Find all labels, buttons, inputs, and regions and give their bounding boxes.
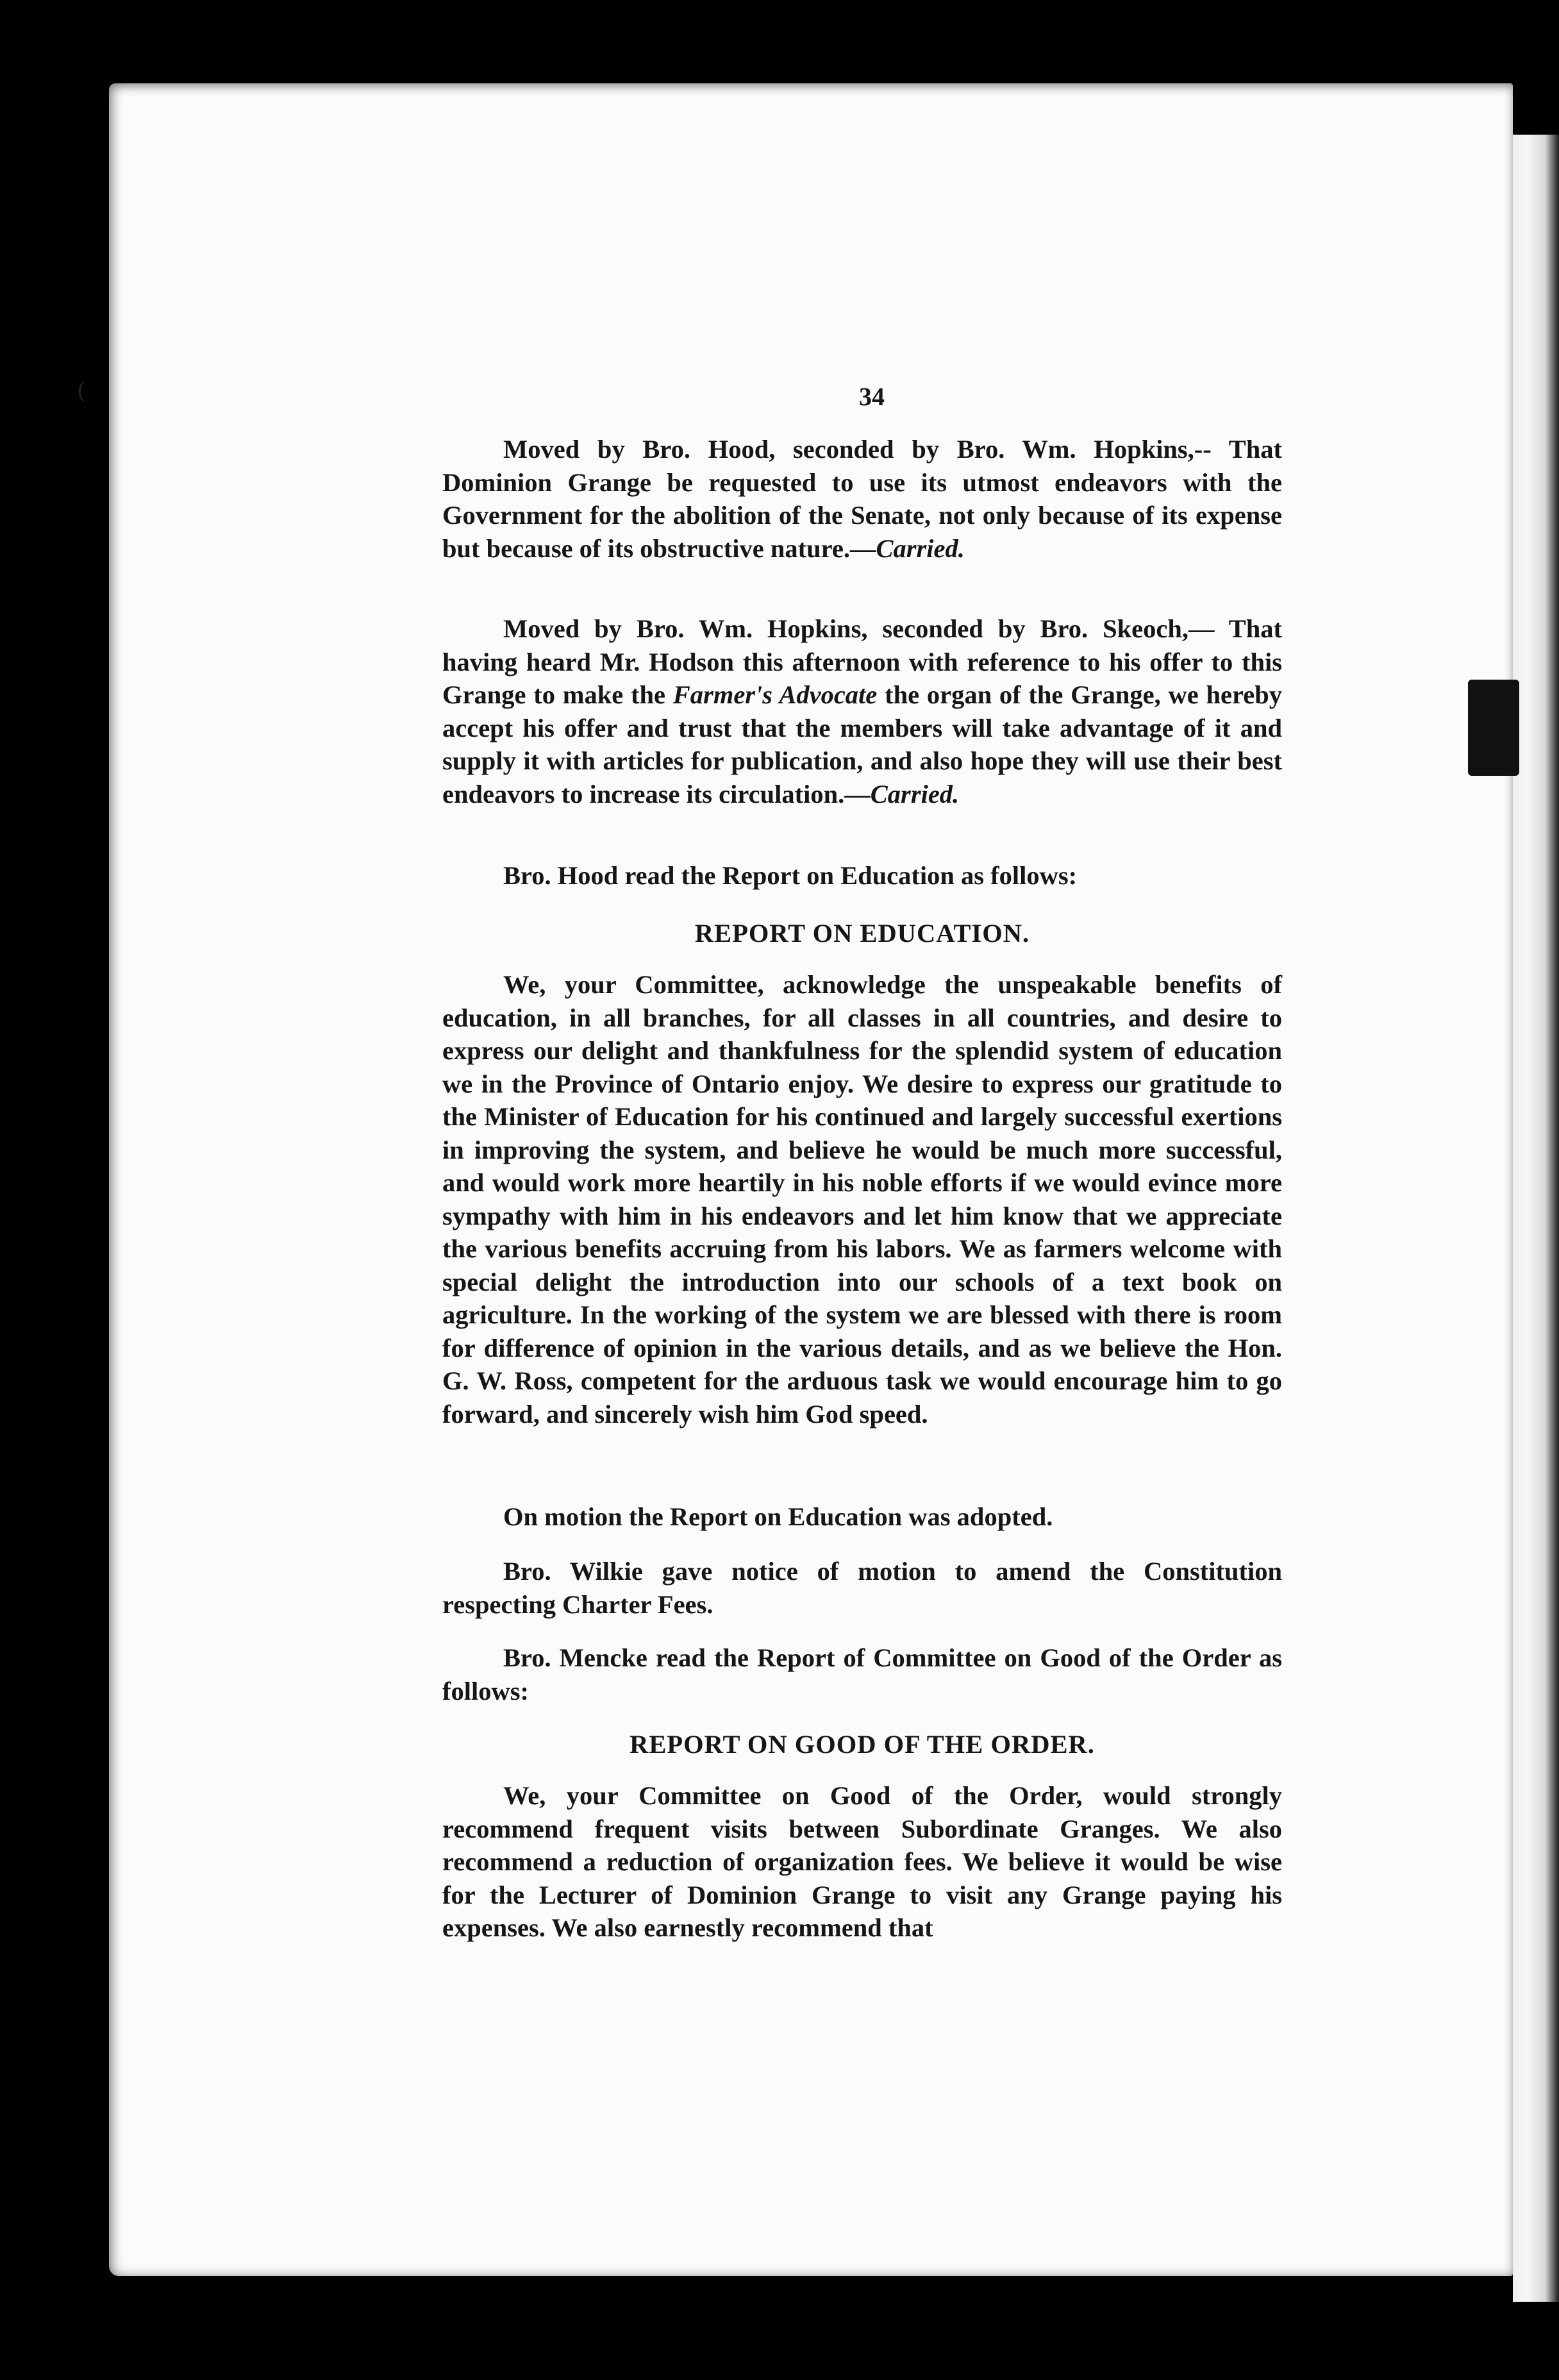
- paragraph-text: Moved by Bro. Hood, seconded by Bro. Wm. Hopkins,-- That Dominion Grange be requested to use its utmost endeavors with the Government for the abolition of the Senate, not only because of its expense but because of its obstructive nature.—: [442, 435, 1282, 563]
- publication-title: Farmer's Advocate: [672, 680, 878, 709]
- paragraph-mencke-read: Bro. Mencke read the Report of Committee on Good of the Order as follows:: [442, 1643, 1282, 1705]
- paragraph-text-before: Moved by Bro. Wm. Hopkins, seconded by Bro. Skeoch,— That having heard Mr. Hodson this afternoon with reference to his offer to this Grange to make the: [442, 614, 1282, 709]
- paragraph-hood-read: Bro. Hood read the Report on Education as follows:: [503, 861, 1078, 890]
- carried-label: Carried.: [876, 533, 965, 563]
- carried-label: Carried.: [870, 779, 960, 809]
- paragraph-motion-hood: [442, 433, 1282, 565]
- paragraph-education-adopted: On motion the Report on Education was adopted.: [503, 1502, 1053, 1531]
- paragraph-education-report: We, your Committee, acknowledge the unspeakable benefits of education, in all branches, for all classes in all countries, and desire to express our delight and thankfulness for the splendid system of education we in the Province of Ontario enjoy. We desire to express our gratitude to the Minister of Education for his continued and largely successful exertions in improving the system, and believe he would be much more successful, and would work more heartily in his noble efforts if we would evince more sympathy with him in his endeavors and let him know that we appreciate the various benefits accruing from his labors. We as farmers welcome with special delight the introduction into our schools of a text book on agriculture. In the working of the system we are blessed with there is room for difference of opinion in the various details, and as we believe the Hon. G. W. Ross, competent for the arduous task we would encourage him to go forward, and sincerely wish him God speed.: [442, 970, 1282, 1429]
- paragraph-motion-hopkins: [442, 612, 1282, 810]
- heading-report-education: REPORT ON EDUCATION.: [694, 919, 1030, 948]
- paragraph-wilkie-notice: Bro. Wilkie gave notice of motion to amend the Constitution respecting Charter Fees.: [442, 1557, 1282, 1619]
- page-number: 34: [859, 382, 885, 411]
- margin-mark: (: [77, 378, 86, 404]
- binding-mark: [1468, 680, 1519, 776]
- page-spine-edge: [1513, 135, 1559, 2302]
- paragraph-text-after: the organ of the Grange, we hereby accept his offer and trust that the members will take advantage of it and supply it with articles for publication, and also hope they will use their best endeavors to increase its circulation.—: [442, 680, 1283, 809]
- paragraph-good-order-report: We, your Committee on Good of the Order, would strongly recommend frequent visits between Subordinate Granges. We also recommend a reduction of organization fees. We believe it would be wise for the Lecturer of Dominion Grange to visit any Grange paying his expenses. We also earnestly recommend that: [442, 1781, 1282, 1942]
- heading-report-good-order: REPORT ON GOOD OF THE ORDER.: [629, 1730, 1095, 1759]
